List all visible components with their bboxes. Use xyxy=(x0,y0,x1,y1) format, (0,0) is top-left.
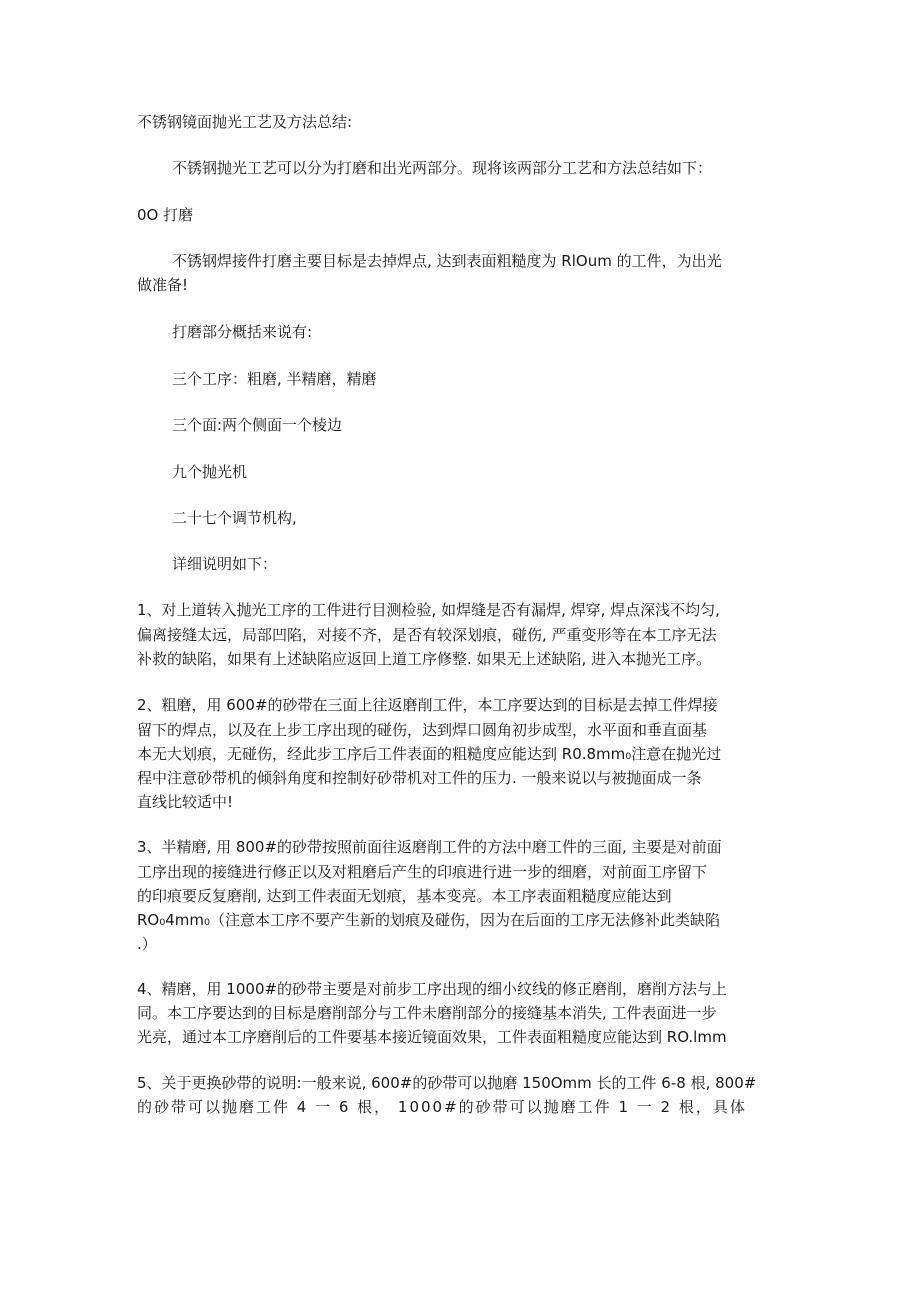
summary-item-mechanisms: 二十七个调节机构, xyxy=(172,509,297,527)
step-2-line-2: 留下的焊点，以及在上步工序出现的碰伤，达到焊口圆角初步成型，水平面和垂直面基 xyxy=(137,721,708,739)
document-title: 不锈钢镜面抛光工艺及方法总结: xyxy=(137,113,353,131)
step-3-line-2: 工序出现的接缝进行修正以及对粗磨后产生的印痕进行进一步的细磨，对前面工序留下 xyxy=(137,863,708,881)
step-4-line-2: 同。本工序要达到的目标是磨削部分与工件未磨削部分的接缝基本消失, 工件表面进一步 xyxy=(137,1004,717,1022)
detail-label: 详细说明如下： xyxy=(172,555,278,573)
step-1-line-2: 偏离接缝太远，局部凹陷，对接不齐，是否有较深划痕，碰伤, 严重变形等在本工序无法 xyxy=(137,626,717,644)
step-3-line-5: .） xyxy=(137,935,157,953)
section-intro-line-2: 做准备! xyxy=(137,276,189,294)
summary-item-faces: 三个面:两个侧面一个棱边 xyxy=(172,416,343,434)
step-4-line-1: 4、精磨，用 1000#的砂带主要是对前步工序出现的细小纹线的修正磨削，磨削方法与上 xyxy=(137,980,728,998)
step-5-line-2: 的砂带可以抛磨工件 4 一 6 根， 1000#的砂带可以抛磨工件 1 一 2 根，具体 xyxy=(137,1098,747,1116)
step-3-line-3: 的印痕要反复磨削, 达到工件表面无划痕，基本变亮。本工序表面粗糙度应能达到 xyxy=(137,887,672,905)
step-1-line-1: 1、对上道转入抛光工序的工件进行目测检验, 如焊缝是否有漏焊, 焊穿, 焊点深浅不均匀, xyxy=(137,601,720,619)
summary-item-machines: 九个抛光机 xyxy=(172,463,248,481)
step-5-line-1: 5、关于更换砂带的说明:一般来说, 600#的砂带可以抛磨 150Omm 长的工件 6-8 根, 800# xyxy=(137,1074,757,1092)
step-3-line-4: RO₀4mm₀（注意本工序不要产生新的划痕及碰伤，因为在后面的工序无法修补此类缺陷 xyxy=(137,911,721,929)
summary-item-processes: 三个工序：粗磨, 半精磨，精磨 xyxy=(172,370,377,388)
section-heading: 0O 打磨 xyxy=(137,206,194,224)
step-2-line-1: 2、粗磨，用 600#的砂带在三面上往返磨削工件，本工序要达到的目标是去掉工件焊接 xyxy=(137,696,718,714)
step-1-line-3: 补救的缺陷，如果有上述缺陷应返回上道工序修整. 如果无上述缺陷, 进入本抛光工序。 xyxy=(137,650,712,668)
summary-label: 打磨部分概括来说有: xyxy=(172,323,313,341)
step-3-line-1: 3、半精磨, 用 800#的砂带按照前面往返磨削工件的方法中磨工件的三面, 主要是对前面 xyxy=(137,838,722,856)
step-2-line-3: 本无大划痕，无碰伤，经此步工序后工件表面的粗糙度应能达到 R0.8mm₀注意在抛光过 xyxy=(137,745,722,763)
intro-paragraph: 不锈钢抛光工艺可以分为打磨和出光两部分。现将该两部分工艺和方法总结如下： xyxy=(172,159,713,177)
section-intro-line-1: 不锈钢焊接件打磨主要目标是去掉焊点, 达到表面粗糙度为 RlOum 的工件，为出光 xyxy=(172,252,722,270)
step-2-line-4: 程中注意砂带机的倾斜角度和控制好砂带机对工件的压力. 一般来说以与被抛面成一条 xyxy=(137,769,702,787)
step-4-line-3: 光亮，通过本工序磨削后的工件要基本接近镜面效果，工件表面粗糙度应能达到 RO.lmm xyxy=(137,1028,727,1046)
step-2-line-5: 直线比较适中! xyxy=(137,793,234,811)
